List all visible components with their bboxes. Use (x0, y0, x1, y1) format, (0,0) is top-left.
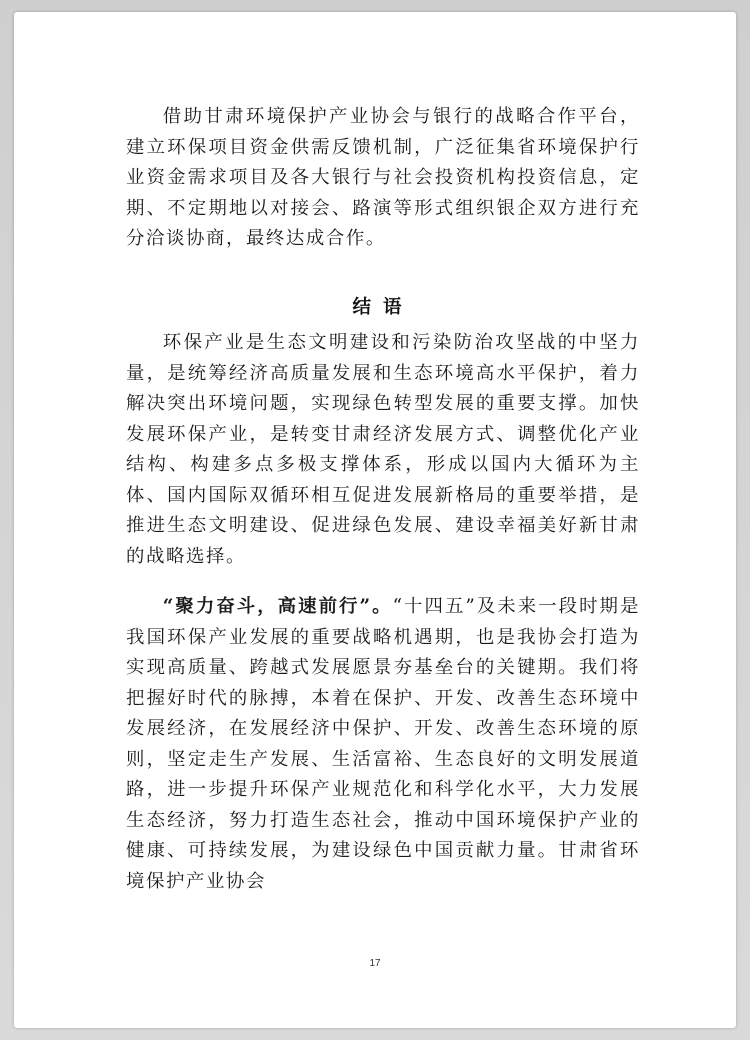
paragraph-outlook (126, 592, 640, 897)
document-page (14, 12, 736, 1028)
paragraph-outlook-body: “十四五”及未来一段时期是我国环保产业发展的重要战略机遇期，也是我协会打造为实现高质量、跨越式发展愿景夯基垒台的关键期。我们将把握好时代的脉搏，本着在保护、开发、改善生态环境中发展经济，在发展经济中保护、开发、改善生态环境的原则，坚定走生产发展、生活富裕、生态良好的文明发展道路，进一步提升环保产业规范化和科学化水平，大力发展生态经济，努力打造生态社会，推动中国环境保护产业的健康、可持续发展，为建设绿色中国贡献力量。甘肃省环境保护产业协会 (126, 596, 640, 892)
section-heading-conclusion: 结语 (352, 297, 414, 318)
page-number: 17 (369, 958, 381, 969)
paragraph-outlook-slogan: “聚力奋斗，高速前行”。 (162, 596, 393, 617)
paragraph-environmental-industry: 环保产业是生态文明建设和污染防治攻坚战的中坚力量，是统筹经济高质量发展和生态环境高水平保护，着力解决突出环境问题，实现绿色转型发展的重要支撑。加快发展环保产业，是转变甘肃经济发展方式、调整优化产业结构、构建多点多极支撑体系，形成以国内大循环为主体、国内国际双循环相互促进发展新格局的重要举措，是推进生态文明建设、促进绿色发展、建设幸福美好新甘肃的战略选择。 (126, 332, 640, 567)
paragraph-cooperation-platform: 借助甘肃环境保护产业协会与银行的战略合作平台，建立环保项目资金供需反馈机制，广泛征集省环境保护行业资金需求项目及各大银行与社会投资机构投资信息，定期、不定期地以对接会、路演等形式组织银企双方进行充分洽谈协商，最终达成合作。 (126, 106, 640, 249)
